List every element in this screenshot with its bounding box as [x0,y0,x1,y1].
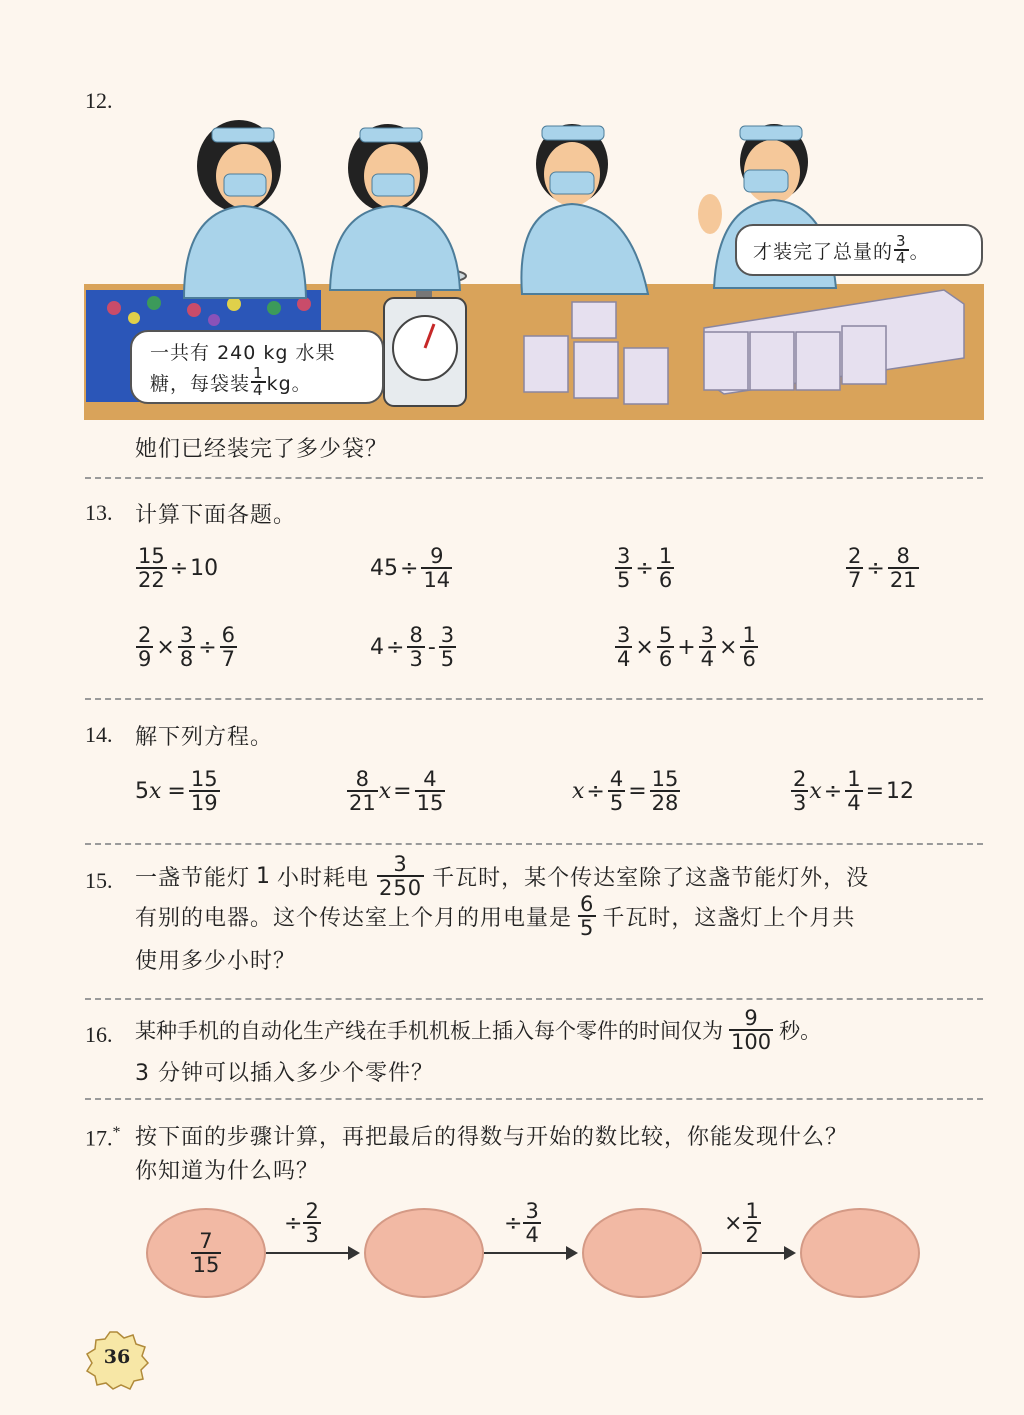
q15-line-2: 有别的电器。这个传达室上个月的用电量是 $\frac{6}{5}$ 千瓦时，这盏灯上个月共 [135,892,856,940]
q13-title: 计算下面各题。 [135,503,297,528]
q13-expr-6: 4 ÷ $\frac{8}{3}$ - $\frac{3}{5}$ [370,623,455,671]
speech-bubble-left: 一共有 240 kg 水果 糖，每袋装 $\frac{1}{4}$ kg。 [130,330,384,404]
q13-expr-7: $\frac{3}{4}$ × $\frac{5}{6}$ + $\frac{3}{4}$ × $\frac{1}{6}$ [617,623,756,671]
flow-step-1-label: ÷ $\frac{2}{3}$ [284,1199,319,1247]
speech-bubble-right: 才装完了总量的 $\frac{3}{4}$ 。 [735,224,983,276]
q14-eq-3: x ÷ $\frac{4}{5}$ = $\frac{15}{28}$ [572,767,679,815]
flow-arrow-3 [702,1252,786,1254]
q13-expr-4: $\frac{2}{7}$ ÷ $\frac{8}{21}$ [848,544,917,592]
q16-line-2: 3 分钟可以插入多少个零件？ [135,1061,435,1086]
q17-line-1: 按下面的步骤计算，再把最后的得数与开始的数比较，你能发现什么？ [135,1125,849,1150]
q13-expr-5: $\frac{2}{9}$ × $\frac{3}{8}$ ÷ $\frac{6}{7}$ [138,623,235,671]
arrow-right-icon [566,1246,578,1260]
q14-number: 14. [85,722,113,747]
divider [85,998,983,1000]
flow-step-3-label: × $\frac{1}{2}$ [724,1199,759,1247]
q13-number: 13. [85,500,113,525]
divider [85,1098,983,1100]
q17-star: * [112,1124,121,1141]
q15-number: 15. [85,868,113,893]
flow-ellipse-3 [582,1208,702,1298]
q16-line-1: 某种手机的自动化生产线在手机机板上插入每个零件的时间仅为 $\frac{9}{100}$ 秒。 [135,1006,822,1054]
q15-line-3: 使用多少小时？ [135,949,297,974]
q15-line-1: 一盏节能灯 1 小时耗电 $\frac{3}{250}$ 千瓦时，某个传达室除了这盏节能灯外，没 [135,852,870,900]
q17-line-2: 你知道为什么吗？ [135,1159,320,1184]
arrow-right-icon [784,1246,796,1260]
flow-ellipse-2 [364,1208,484,1298]
flow-arrow-1 [266,1252,350,1254]
q17-number: 17.* [85,1124,121,1151]
q12-question: 她们已经装完了多少袋？ [135,437,389,462]
q14-eq-4: $\frac{2}{3}$ x ÷ $\frac{1}{4}$ = 12 [793,767,915,815]
arrow-right-icon [348,1246,360,1260]
page-number: 36 [103,1346,131,1368]
q16-number: 16. [85,1022,113,1047]
q13-expr-2: 45 ÷ $\frac{9}{14}$ [370,544,451,592]
q13-expr-1: $\frac{15}{22}$ ÷ 10 [138,544,219,592]
q14-eq-2: $\frac{8}{21}$ x = $\frac{4}{15}$ [349,767,444,815]
q14-eq-1: 5 x = $\frac{15}{19}$ [135,767,218,815]
divider [85,698,983,700]
q14-title: 解下列方程。 [135,725,274,750]
flow-step-2-label: ÷ $\frac{3}{4}$ [504,1199,539,1247]
flow-arrow-2 [484,1252,568,1254]
divider [85,477,983,479]
flow-ellipse-4 [800,1208,920,1298]
q12-number: 12. [85,88,113,113]
flow-start-ellipse: $\frac{7}{15}$ [146,1208,266,1298]
q13-expr-3: $\frac{3}{5}$ ÷ $\frac{1}{6}$ [617,544,673,592]
divider [85,843,983,845]
